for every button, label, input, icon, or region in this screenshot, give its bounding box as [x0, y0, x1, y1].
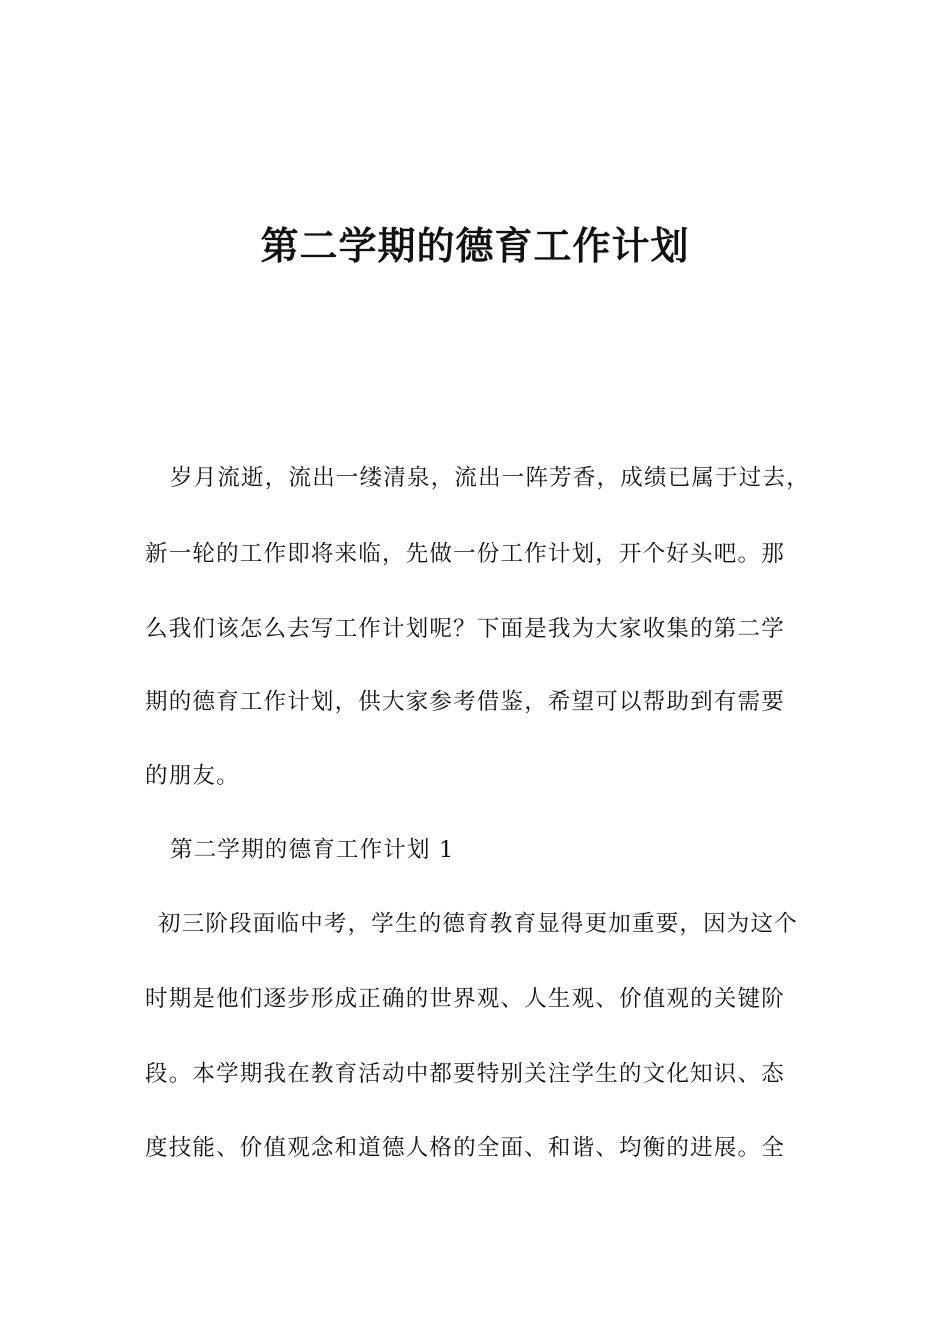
section-heading: 第二学期的德育工作计划 1 [170, 837, 455, 863]
body-line-6: 初三阶段面临中考，学生的德育教育显得更加重要，因为这个 [158, 911, 798, 937]
body-line-9: 度技能、价值观念和道德人格的全面、和谐、均衡的进展。全 [145, 1135, 785, 1161]
body-line-7: 时期是他们逐步形成正确的世界观、人生观、价值观的关键阶 [145, 986, 785, 1012]
page-title: 第二学期的德育工作计划 [260, 224, 690, 268]
body-line-5: 的朋友。 [145, 763, 240, 789]
body-line-4: 期的德育工作计划，供大家参考借鉴，希望可以帮助到有需要 [145, 689, 785, 715]
body-line-1: 岁月流逝，流出一缕清泉，流出一阵芳香，成绩已属于过去， [170, 465, 810, 491]
body-line-2: 新一轮的工作即将来临，先做一份工作计划，开个好头吧。那 [145, 541, 785, 567]
body-line-3: 么我们该怎么去写工作计划呢？下面是我为大家收集的第二学 [145, 616, 785, 642]
body-line-8: 段。本学期我在教育活动中都要特别关注学生的文化知识、态 [145, 1061, 785, 1087]
